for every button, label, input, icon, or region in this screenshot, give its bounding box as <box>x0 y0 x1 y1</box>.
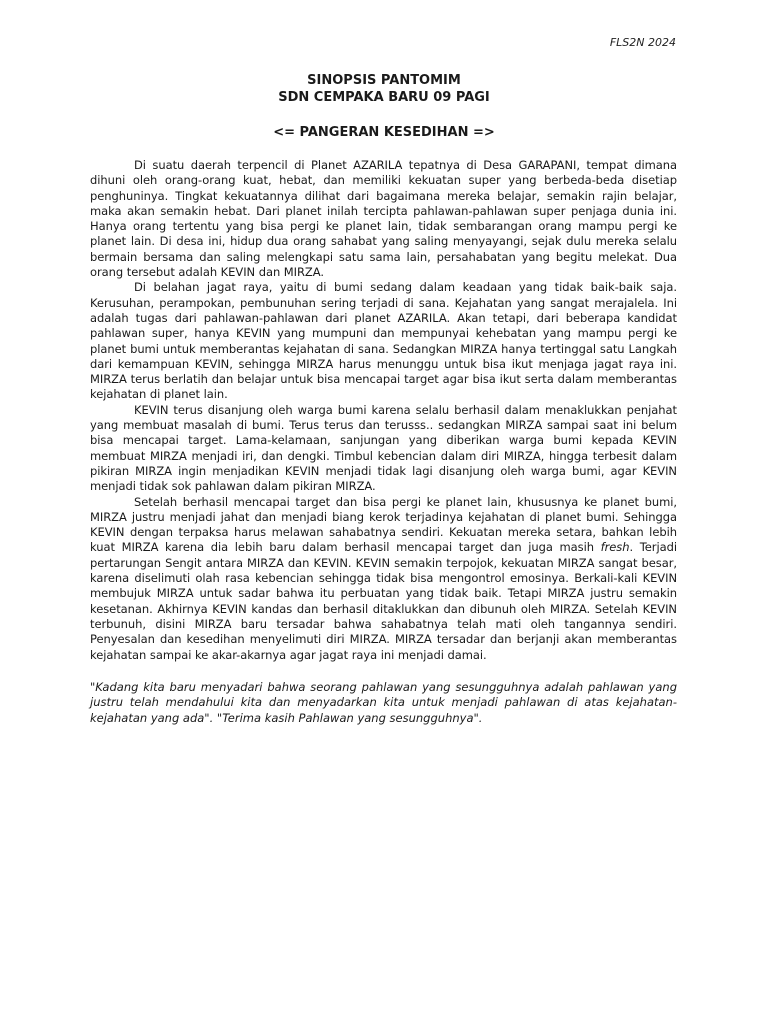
paragraph-4-italic-word: fresh <box>600 540 630 555</box>
paragraph-3: KEVIN terus disanjung oleh warga bumi karena selalu berhasil dalam menaklukkan penjahat yang membuat masalah di bumi. Terus terus dan terusss.. sedangkan MIRZA sampai saat ini belum bisa mencapai target. Lama-kelamaan, sanjungan yang diberikan warga bumi kepada KEVIN membuat MIRZA menjadi iri, dan dengki. Timbul kebencian dalam diri MIRZA, hingga terbesit dalam pikiran MIRZA ingin menjadikan KEVIN menjadi tidak lagi disanjung oleh warga bumi, agar KEVIN menjadi tidak sok pahlawan dalam pikiran MIRZA. <box>90 402 677 494</box>
paragraph-4 <box>90 495 677 663</box>
paragraph-2: Di belahan jagat raya, yaitu di bumi sedang dalam keadaan yang tidak baik-baik saja. Kerusuhan, perampokan, pembunuhan sering terjadi di sana. Kejahatan yang sangat merajalela. Ini adalah tugas dari pahlawan-pahlawan dari planet AZARILA. Akan tetapi, dari beberapa kandidat pahlawan super, hanya KEVIN yang mumpuni dan mempunyai kehebatan yang mampu pergi ke planet bumi untuk memberantas kejahatan di sana. Sedangkan MIRZA hanya tertinggal satu Langkah dari kemampuan KEVIN, sehingga MIRZA harus menunggu untuk bisa ikut menjaga jagat raya ini. MIRZA terus berlatih dan belajar untuk bisa mencapai target agar bisa ikut serta dalam memberantas kejahatan di planet lain. <box>90 280 677 402</box>
paragraph-4-part-2: . Terjadi pertarungan Sengit antara MIRZA dan KEVIN. KEVIN semakin terpojok, kekuatan MIRZA sangat besar, karena diselimuti olah rasa kebencian sehingga tidak bisa mengontrol emosinya. Berkali-kali KEVIN membujuk MIRZA untuk sadar bahwa itu perbuatan yang tidak baik. Tetapi MIRZA justru semakin kesetanan. Akhirnya KEVIN kandas dan berhasil ditaklukkan dan dibunuh oleh MIRZA. Setelah KEVIN terbunuh, disini MIRZA baru tersadar bahwa sahabatnya telah mati oleh tangannya sendiri. Penyesalan dan kesedihan menyelimuti diri MIRZA. MIRZA tersadar dan berjanji akan memberantas kejahatan sampai ke akar-akarnya agar jagat raya ini menjadi damai. <box>90 540 677 662</box>
synopsis-body <box>90 158 677 663</box>
title-line-2: SDN CEMPAKA BARU 09 PAGI <box>278 90 490 105</box>
paragraph-1: Di suatu daerah terpencil di Planet AZARILA tepatnya di Desa GARAPANI, tempat dimana dihuni oleh orang-orang kuat, hebat, dan memiliki kekuatan super yang berbeda-beda disetiap penghuninya. Tingkat kekuatannya dilihat dari bagaimana mereka belajar, semakin rajin belajar, maka akan semakin hebat. Dari planet inilah tercipta pahlawan-pahlawan super penjaga dunia ini. Hanya orang tertentu yang bisa pergi ke planet lain, tidak sembarangan orang mampu pergi ke planet lain. Di desa ini, hidup dua orang sahabat yang saling menyayangi, sejak dulu mereka selalu bermain bersama dan saling melengkapi satu sama lain, persahabatan yang begitu melekat. Dua orang tersebut adalah KEVIN dan MIRZA. <box>90 158 677 280</box>
closing-quote: "Kadang kita baru menyadari bahwa seorang pahlawan yang sesungguhnya adalah pahlawan yang justru telah mendahului kita dan menyadarkan kita untuk menjadi pahlawan di atas kejahatan-kejahatan yang ada". "Terima kasih Pahlawan yang sesungguhnya". <box>90 680 677 725</box>
title-line-1: SINOPSIS PANTOMIM <box>307 73 461 88</box>
paragraph-4-part-1: Setelah berhasil mencapai target dan bisa pergi ke planet lain, khususnya ke planet bumi, MIRZA justru menjadi jahat dan menjadi biang kerok terjadinya kejahatan di planet bumi. Sehingga KEVIN dengan terpaksa harus melawan sahabatnya sendiri. Kekuatan mereka setara, bahkan lebih kuat MIRZA karena dia lebih baru dalam berhasil mencapai target dan juga masih <box>90 494 677 555</box>
header-code: FLS2N 2024 <box>609 36 676 49</box>
document-title <box>0 72 768 106</box>
story-title: <= PANGERAN KESEDIHAN => <box>273 125 495 140</box>
